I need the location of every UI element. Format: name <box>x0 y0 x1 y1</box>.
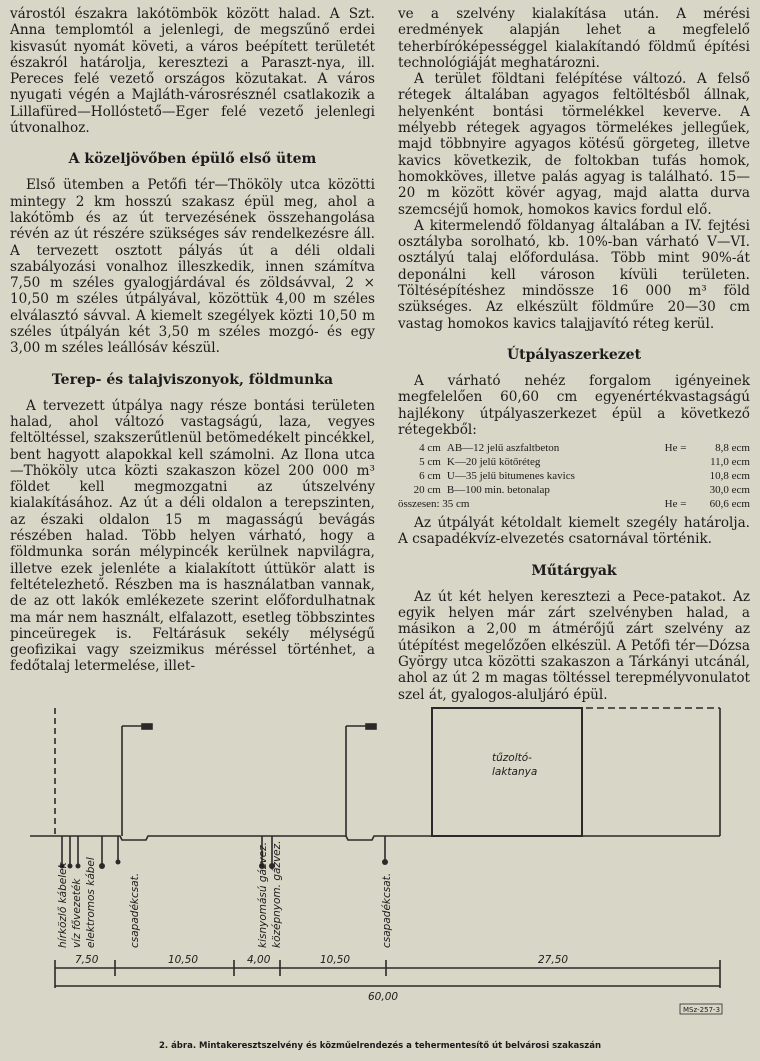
dimension-label: 10,50 <box>168 954 199 966</box>
figure-caption: 2. ábra. Mintakeresztszelvény és közműelrendezés a tehermentesítő út belvárosi szakaszán <box>158 1041 602 1051</box>
total-thickness: összesen: 35 cm <box>398 498 470 511</box>
paragraph: ve a szelvény kialakítása után. A mérési eredmények alapján lehet a megfelelő teherbíróképességgel kialakítandó földmű építési technológiáját meghatározni. <box>398 6 750 71</box>
layer-total-row <box>398 497 750 511</box>
layer-he-value: 30,0 ecm <box>709 484 750 497</box>
layer-he-label <box>652 469 686 483</box>
right-column <box>398 6 750 703</box>
layer-thickness: 20 cm <box>413 484 441 497</box>
total-dimension-label: 60,00 <box>368 991 399 1003</box>
building-label: tűzoltó- <box>492 752 532 764</box>
layer-row <box>398 455 750 469</box>
paragraph: Az út két helyen keresztezi a Pece-patakot. Az egyik helyen már zárt szelvényben halad, a másikon a 2,00 m átmérőjű zárt szelvény az útépítést megelőzően elkészül. A Petőfi tér—Dózsa György utca közötti szakaszon a Tárkányi utcánál, ahol az út 2 m magas töltéssel terepmélyvonulatot szel át, gyalogos-aluljáró épül. <box>398 588 750 703</box>
layer-thickness: 4 cm <box>419 442 441 455</box>
paragraph: A tervezett útpálya nagy része bontási területen halad, ahol változó vastagságú, laza, vegyes feltöltéssel, szakszerűtlenül betömedékelt pincékkel, bent hagyott alapokkal kell számolni. Az Ilona utca—Thököly utca közti szakaszon közel 200 000 m³ földet kell megmozgatni az útszelvény kialakításához. Az út a déli oldalon a terepszinten, az északi oldalon 15 m magasságú bevágás részében halad. Több helyen várható, hogy a földmunka során mélypincék kerülnek napvilágra, illetve ezek jelenléte a kialakított úttükör alatt is feltételezhető. Részben ma is használatban vannak, de az ott lakók emlékezete szerint előfordulhatnak ma már nem használt, elfalazott, esetleg többszintes pinceüregek is. Feltárásuk sekély mélységű geofizikai vagy szeizmikus méréssel történhet, a fedőtalaj letermelése, illet- <box>10 397 376 675</box>
layer-row <box>398 441 750 455</box>
paragraph: várostól északra lakótömbök között halad. A Szt. Anna templomtól a jelenlegi, de megszűnő erdei kisvasút nyomát követi, a város beépített területét északról határolja, keresztezi a Paraszt-nya, ill. Pereces felé vezető országos közutakat. A város nyugati végén a Majláth-városrésznél csatlakozik a Lillafüred—Hollóstető—Eger felé vezető jelenlegi útvonalhoz. <box>10 6 375 137</box>
building-label: laktanya <box>492 766 538 778</box>
dimension-label: 7,50 <box>75 954 99 966</box>
utility-label: elektromos kábel <box>85 857 97 948</box>
layer-he-label: He = <box>664 442 687 455</box>
dimension-label: 4,00 <box>247 954 271 966</box>
layer-he-value: 8,8 ecm <box>715 442 750 455</box>
total-label: He = <box>664 498 687 511</box>
layer-name: B—100 min. betonalap <box>446 484 550 497</box>
section-heading: Terep- és talajviszonyok, földmunka <box>51 371 334 388</box>
left-column <box>10 6 375 675</box>
layer-thickness: 5 cm <box>419 456 441 469</box>
layer-he-label <box>652 455 686 469</box>
layer-name: U—35 jelű bitumenes kavics <box>446 470 575 483</box>
utility-label: csapadékcsat. <box>129 872 141 948</box>
figure-stamp: MSz-257-3 <box>683 1006 721 1014</box>
dimension-label: 10,50 <box>320 954 351 966</box>
layer-row <box>398 483 750 497</box>
dimension-label: 27,50 <box>538 954 569 966</box>
paragraph: A várható nehéz forgalom igényeinek megfelelően 60,60 cm egyenértékvastagságú hajlékony útpályaszerkezet épül a következő rétegekből: <box>398 372 750 438</box>
layer-row <box>398 469 750 483</box>
paragraph: Első ütemben a Petőfi tér—Thököly utca közötti mintegy 2 km hosszú szakasz épül meg, ahol a lakótömb és az út tervezésének összehangolása révén az út részére szükséges sáv rendelkezésre áll. A tervezett osztott pályás út a déli oldali szabályozási vonalhoz illeszkedik, innen számítva 7,50 m széles gyalogjárdával és zöldsávval, 2 × 10,50 m széles útpályával, közöttük 4,00 m széles elválasztó sávval. A kiemelt szegélyek közti 10,50 m széles útpályán két 3,50 m széles mozgó- és egy 3,00 m széles leállósáv készül. <box>10 177 375 357</box>
section-heading: Útpályaszerkezet <box>506 346 642 363</box>
layer-name: AB—12 jelű aszfaltbeton <box>446 442 560 455</box>
layer-table <box>398 441 750 511</box>
section-heading: Műtárgyak <box>531 562 617 579</box>
total-value: 60,6 ecm <box>709 498 750 511</box>
layer-he-value: 10,8 ecm <box>709 470 750 483</box>
utility-label: csapadékcsat. <box>381 872 393 948</box>
paragraph: A terület földtani felépítése változó. A felső rétegek általában agyagos feltöltésből állnak, helyenként bontási törmelékkel keverve. A mélyebb rétegek agyagos törmelékes jellegűek, majd többnyire agyagos kötésű görgeteg, illetve kavics következik, de foltokban tufás homok, homokköves, illetve palás agyag is található. 15—20 m között kövér agyag, majd alatta durva szemcséjű homok, homokos kavics fordul elő. <box>398 71 750 218</box>
utility-label: hírközlő kábelek <box>57 862 69 948</box>
utility-label: kisnyomású gázvez. <box>257 841 269 948</box>
paragraph: A kitermelendő földanyag általában a IV. fejtési osztályba sorolható, kb. 10%-ban várható V—VI. osztályú talaj előfordulása. Több mint 90%-át deponálni kell városon kívüli területen. Töltésépítéshez mindössze 16 000 m³ föld szükséges. Az elkészült földműre 20—30 cm vastag homokos kavics talajjavító réteg kerül. <box>398 217 750 332</box>
utility-label: középnyom. gázvez. <box>271 840 283 948</box>
paragraph: Az útpályát kétoldalt kiemelt szegély határolja. A csapadékvíz-elvezetés csatornával történik. <box>398 515 750 548</box>
layer-thickness: 6 cm <box>419 470 441 483</box>
cross-section-figure <box>0 686 760 1026</box>
layer-name: K—20 jelű kötőréteg <box>446 456 541 469</box>
layer-he-value: 11,0 ecm <box>710 456 750 469</box>
utility-label: víz fővezeték <box>71 878 83 948</box>
layer-he-label <box>652 483 686 497</box>
section-heading: A közeljövőben épülő első ütem <box>68 151 317 168</box>
